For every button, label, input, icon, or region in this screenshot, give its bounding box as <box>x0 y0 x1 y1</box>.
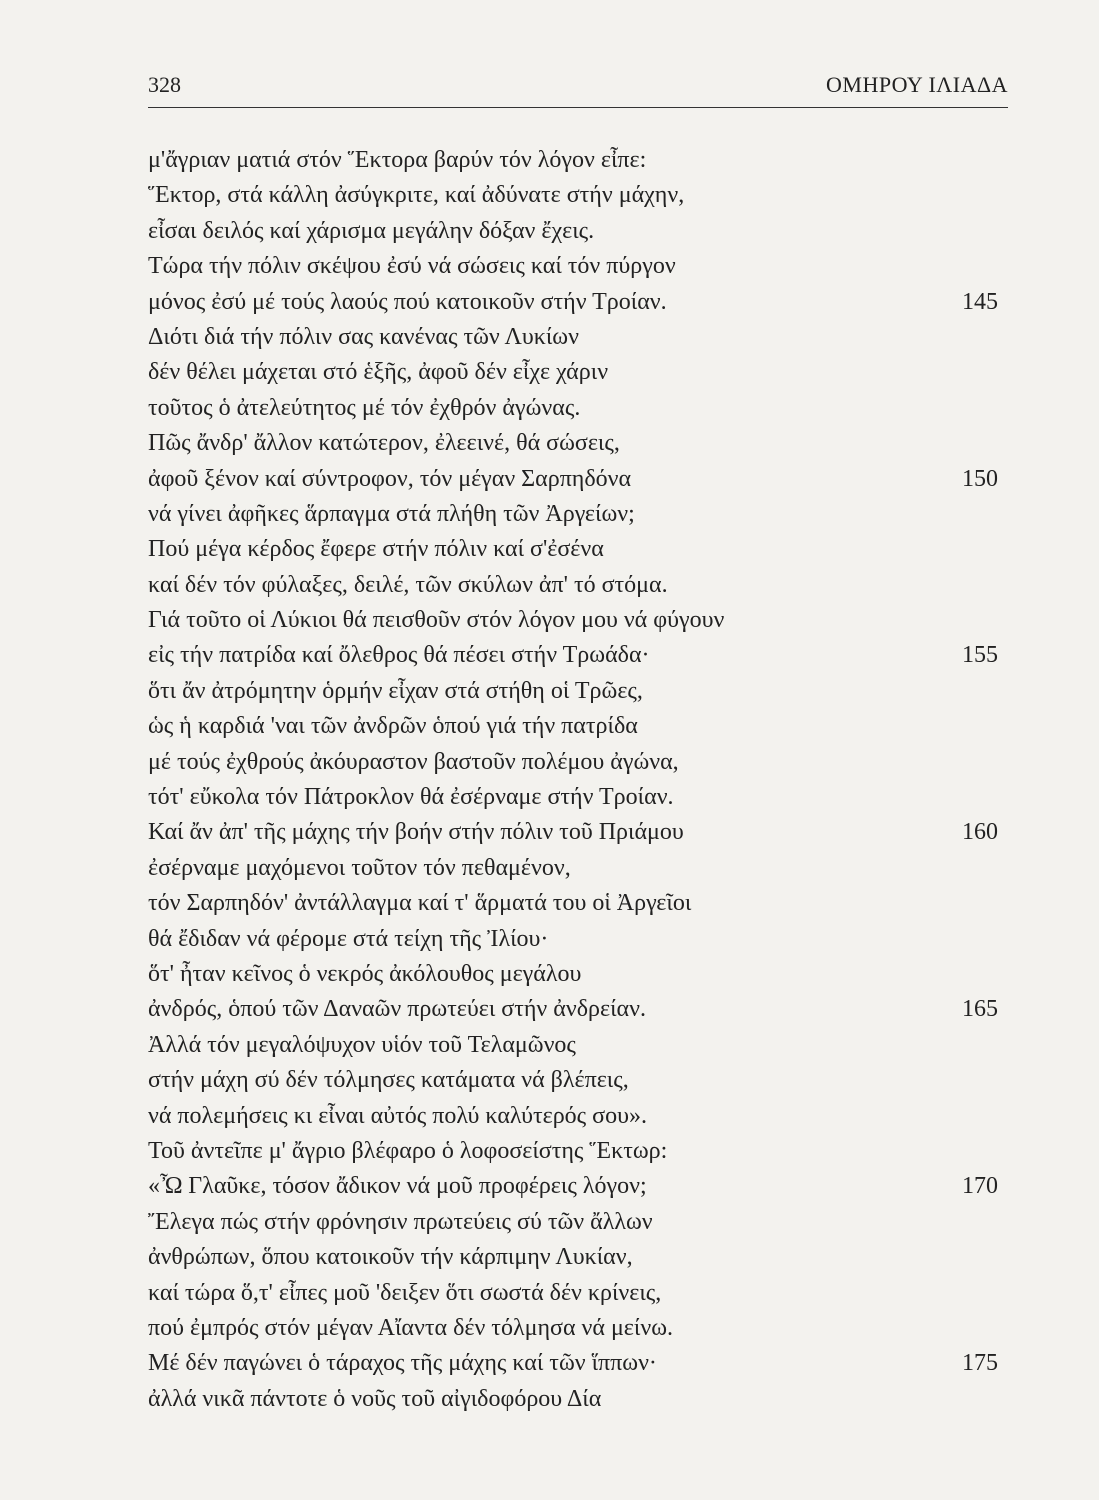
line-number: 165 <box>962 996 998 1023</box>
line-number: 145 <box>962 288 998 315</box>
verse-text: νά πολεμήσεις κι εἶναι αὐτός πολύ καλύτερός σου». <box>148 1102 647 1129</box>
verse-text: ἀλλά νικᾶ πάντοτε ὁ νοῦς τοῦ αἰγιδοφόρου Δία <box>148 1385 602 1412</box>
verse-text: Ἕκτορ, στά κάλλη ἀσύγκριτε, καί ἀδύνατε στήν μάχην, <box>148 182 685 209</box>
verse-line <box>148 1276 998 1311</box>
verse-line <box>148 285 998 320</box>
verse-text: εἰς τήν πατρίδα καί ὄλεθρος θά πέσει στήν Τρωάδα· <box>148 642 650 669</box>
verse-line <box>148 1169 998 1204</box>
verse-text: ὡς ἡ καρδιά 'ναι τῶν ἀνδρῶν ὁπού γιά τήν πατρίδα <box>148 713 638 740</box>
verse-line <box>148 1205 998 1240</box>
verse-text: Ἔλεγα πώς στήν φρόνησιν πρωτεύεις σύ τῶν ἄλλων <box>148 1208 653 1235</box>
verse-text: ὅτ' ἦταν κεῖνος ὁ νεκρός ἀκόλουθος μεγάλου <box>148 960 582 987</box>
verse-text: ἐσέρναμε μαχόμενοι τοῦτον τόν πεθαμένον, <box>148 854 571 881</box>
verse-line <box>148 992 998 1027</box>
verse-line <box>148 1346 998 1381</box>
verse-text: ἀνθρώπων, ὅπου κατοικοῦν τήν κάρπιμην Λυκίαν, <box>148 1244 633 1271</box>
verse-text: τότ' εὔκολα τόν Πάτροκλον θά ἐσέρναμε στήν Τροίαν. <box>148 784 674 811</box>
verse-text: δέν θέλει μάχεται στό ἑξῆς, ἀφοῦ δέν εἶχε χάριν <box>148 359 609 386</box>
verse-line <box>148 638 998 673</box>
verse-text: μόνος ἐσύ μέ τούς λαούς πού κατοικοῦν στήν Τροίαν. <box>148 288 667 315</box>
verse-text: μ'ἄγριαν ματιά στόν Ἕκτορα βαρύν τόν λόγον εἶπε: <box>148 147 647 173</box>
line-number: 150 <box>962 465 998 492</box>
verse-line <box>148 143 998 178</box>
verse-line <box>148 780 998 815</box>
verse-line <box>148 532 998 567</box>
verse-text: Καί ἄν ἀπ' τῆς μάχης τήν βοήν στήν πόλιν τοῦ Πριάμου <box>148 819 684 846</box>
verse-line <box>148 886 998 921</box>
verse-line <box>148 1382 998 1417</box>
header-rule <box>148 107 1008 108</box>
verse-text: Διότι διά τήν πόλιν σας κανένας τῶν Λυκίων <box>148 323 579 350</box>
verse-line <box>148 815 998 850</box>
verse-text: στήν μάχη σύ δέν τόλμησες κατάματα νά βλέπεις, <box>148 1067 629 1094</box>
verse-text: Πού μέγα κέρδος ἔφερε στήν πόλιν καί σ'ἐσένα <box>148 536 604 563</box>
verse-text: ἀνδρός, ὁπού τῶν Δαναῶν πρωτεύει στήν ἀνδρείαν. <box>148 996 646 1023</box>
verse-line <box>148 1028 998 1063</box>
page-header <box>148 72 1008 102</box>
verse-line <box>148 1311 998 1346</box>
verse-text: πού ἐμπρός στόν μέγαν Αἴαντα δέν τόλμησα νά μείνω. <box>148 1314 673 1341</box>
verse-line <box>148 320 998 355</box>
verse-text: Ἀλλά τόν μεγαλόψυχον υἱόν τοῦ Τελαμῶνος <box>148 1031 576 1058</box>
verse-line <box>148 355 998 390</box>
verse-line <box>148 745 998 780</box>
verse-text: εἶσαι δειλός καί χάρισμα μεγάλην δόξαν ἔχεις. <box>148 217 595 244</box>
verse-text: Τώρα τήν πόλιν σκέψου ἐσύ νά σώσεις καί τόν πύργον <box>148 253 676 280</box>
verse-text: ἀφοῦ ξένον καί σύντροφον, τόν μέγαν Σαρπηδόνα <box>148 465 632 492</box>
verse-line <box>148 497 998 532</box>
verse-text: Γιά τοῦτο οἱ Λύκιοι θά πεισθοῦν στόν λόγον μου νά φύγουν <box>148 607 725 634</box>
verse-line <box>148 957 998 992</box>
verse-line <box>148 674 998 709</box>
verse-text: Μέ δέν παγώνει ὁ τάραχος τῆς μάχης καί τῶν ἵππων· <box>148 1350 657 1377</box>
verse-line <box>148 391 998 426</box>
verse-text: τοῦτος ὁ ἀτελεύτητος μέ τόν ἐχθρόν ἀγώνας. <box>148 394 581 421</box>
line-number: 160 <box>962 819 998 846</box>
verse-line <box>148 709 998 744</box>
verse-line <box>148 1099 998 1134</box>
verse-text: καί δέν τόν φύλαξες, δειλέ, τῶν σκύλων ἀπ' τό στόμα. <box>148 571 668 598</box>
verse-line <box>148 214 998 249</box>
verse-text: νά γίνει ἀφῆκες ἅρπαγμα στά πλήθη τῶν Ἀργείων; <box>148 500 635 527</box>
verse-line <box>148 603 998 638</box>
verse-line <box>148 1063 998 1098</box>
verse-text: Τοῦ ἀντεῖπε μ' ἄγριο βλέφαρο ὁ λοφοσείστης Ἕκτωρ: <box>148 1137 668 1164</box>
verse-line <box>148 1240 998 1275</box>
verse-text: καί τώρα ὅ,τ' εἶπες μοῦ 'δειξεν ὅτι σωστά δέν κρίνεις, <box>148 1279 662 1306</box>
verse-text: θά ἔδιδαν νά φέρομε στά τείχη τῆς Ἰλίου· <box>148 925 549 952</box>
running-title: ΟΜΗΡΟΥ ΙΛΙΑΔΑ <box>826 72 1008 97</box>
verse-line <box>148 249 998 284</box>
verse-text: τόν Σαρπηδόν' ἀντάλλαγμα καί τ' ἅρματά του οἱ Ἀργεῖοι <box>148 890 692 917</box>
line-number: 170 <box>962 1173 998 1200</box>
verse-line <box>148 462 998 497</box>
page-number: 328 <box>148 72 181 97</box>
verse-text: ὅτι ἄν ἀτρόμητην ὁρμήν εἶχαν στά στήθη οἱ Τρῶες, <box>148 677 643 704</box>
verse-block <box>148 143 998 1417</box>
verse-line <box>148 851 998 886</box>
verse-line <box>148 1134 998 1169</box>
verse-line <box>148 922 998 957</box>
verse-text: μέ τούς ἐχθρούς ἀκόυραστον βαστοῦν πολέμου ἀγώνα, <box>148 748 679 775</box>
verse-text: Πῶς ἄνδρ' ἄλλον κατώτερον, ἐλεεινέ, θά σώσεις, <box>148 430 620 457</box>
verse-line <box>148 568 998 603</box>
line-number: 175 <box>962 1350 998 1377</box>
line-number: 155 <box>962 642 998 669</box>
verse-text: «Ὦ Γλαῦκε, τόσον ἄδικον νά μοῦ προφέρεις λόγον; <box>148 1173 647 1200</box>
verse-line <box>148 426 998 461</box>
verse-line <box>148 178 998 213</box>
